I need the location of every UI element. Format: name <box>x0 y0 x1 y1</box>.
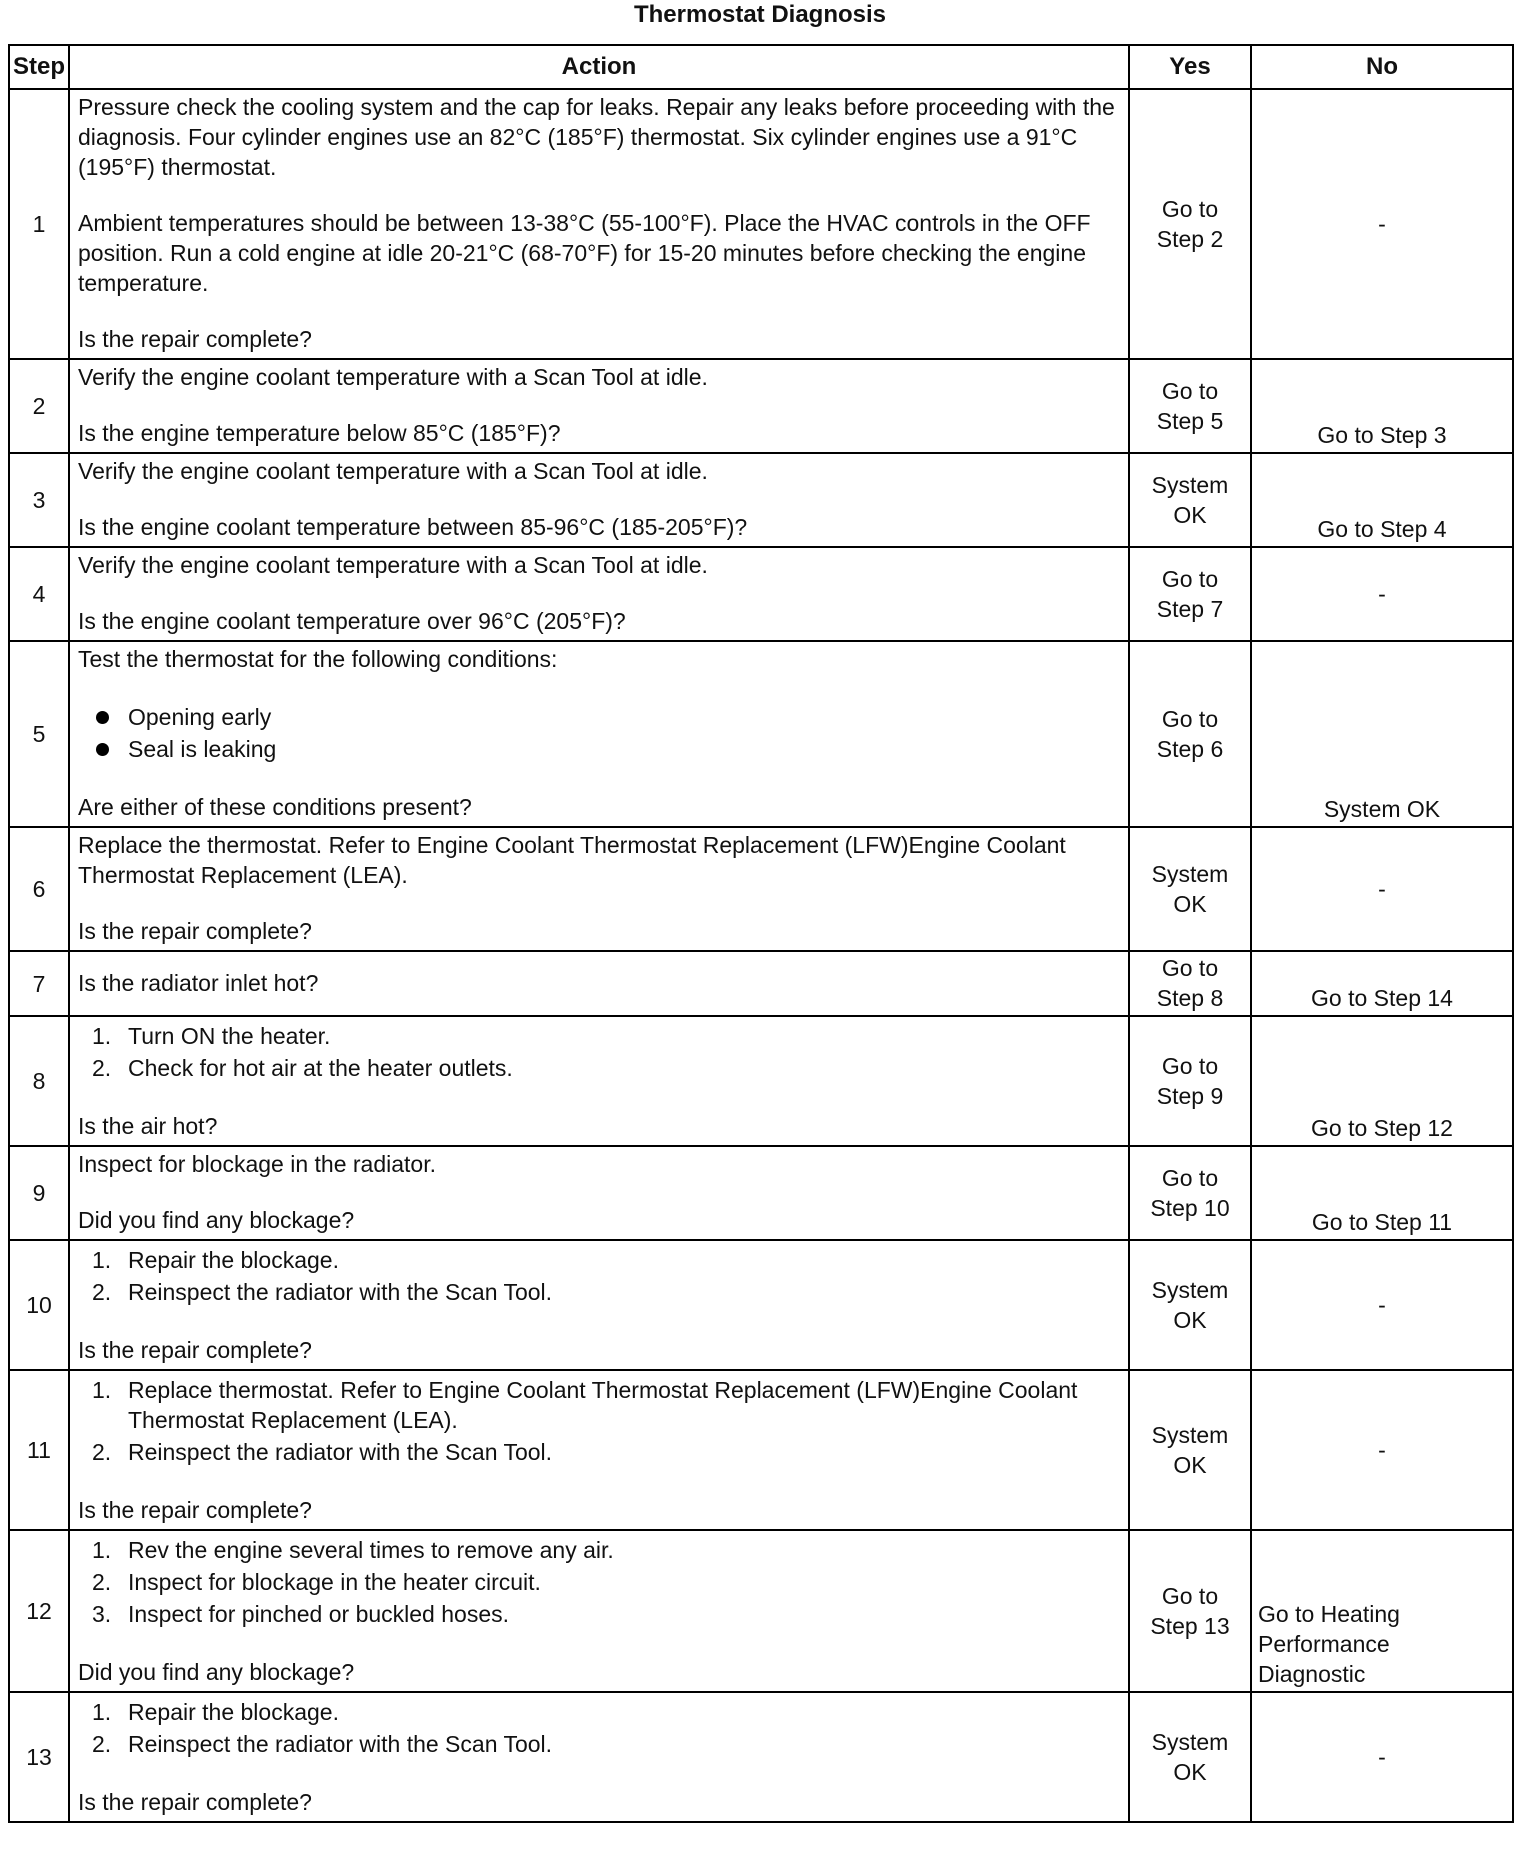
header-step: Step <box>9 45 69 89</box>
action-paragraph: Replace the thermostat. Refer to Engine Coolant Thermostat Replacement (LFW)Engine Coolant Thermostat Replacement (LEA). <box>78 832 1066 888</box>
table-row <box>9 1146 1513 1240</box>
procedure-number: 2. <box>92 1279 112 1305</box>
step-number: 3 <box>9 453 69 547</box>
procedure-number: 1. <box>92 1699 112 1725</box>
step-number: 4 <box>9 547 69 641</box>
no-cell <box>1251 951 1513 1016</box>
yes-result: Go to Step 8 <box>1156 955 1224 1011</box>
paragraph-gap <box>78 1761 1120 1787</box>
paragraph-gap <box>78 486 1120 512</box>
step-number: 5 <box>9 641 69 827</box>
yes-cell <box>1129 641 1251 827</box>
action-cell <box>69 827 1129 951</box>
procedure-list <box>78 1245 1120 1307</box>
no-result: - <box>1378 581 1386 607</box>
action-cell <box>69 641 1129 827</box>
yes-result: System OK <box>1151 1276 1229 1333</box>
no-result: - <box>1378 211 1386 237</box>
procedure-number: 3. <box>92 1601 112 1627</box>
procedure-number: 2. <box>92 1055 112 1081</box>
table-row <box>9 1016 1513 1146</box>
procedure-item <box>92 1021 1120 1051</box>
procedure-text: Reinspect the radiator with the Scan Tool. <box>128 1279 553 1305</box>
no-result: Go to Step 4 <box>1317 516 1447 542</box>
procedure-list <box>78 1535 1120 1629</box>
step-number: 12 <box>9 1530 69 1692</box>
table-row <box>9 1370 1513 1530</box>
table-row <box>9 89 1513 359</box>
question-text: Is the repair complete? <box>78 1337 312 1363</box>
no-cell <box>1251 1146 1513 1240</box>
no-result: - <box>1378 1437 1386 1463</box>
question-text: Is the repair complete? <box>78 1497 312 1523</box>
yes-cell <box>1129 1370 1251 1530</box>
question-text: Is the air hot? <box>78 1113 218 1139</box>
yes-cell <box>1129 827 1251 951</box>
action-cell <box>69 453 1129 547</box>
paragraph-gap <box>78 766 1120 792</box>
paragraph-gap <box>78 1469 1120 1495</box>
paragraph-gap <box>78 1631 1120 1657</box>
step-number: 7 <box>9 951 69 1016</box>
yes-cell <box>1129 1146 1251 1240</box>
no-cell <box>1251 547 1513 641</box>
action-cell <box>69 1530 1129 1692</box>
action-cell <box>69 951 1129 1016</box>
table-row <box>9 359 1513 453</box>
action-paragraph: Pressure check the cooling system and the cap for leaks. Repair any leaks before proceeding with the diagnosis. Four cylinder engines use an 82°C (185°F) thermostat. Six cylinder engines use a 91°C (195°F) thermostat. <box>78 94 1115 180</box>
question-text: Is the engine temperature below 85°C (185°F)? <box>78 420 561 446</box>
step-number: 13 <box>9 1692 69 1822</box>
table-row <box>9 1530 1513 1692</box>
no-result: Go to Heating Performance Diagnostic <box>1258 1601 1400 1687</box>
procedure-item <box>92 1535 1120 1565</box>
yes-cell <box>1129 951 1251 1016</box>
paragraph-gap <box>78 182 1120 208</box>
no-cell <box>1251 827 1513 951</box>
question-text: Is the engine coolant temperature between 85-96°C (185-205°F)? <box>78 514 748 540</box>
header-action: Action <box>69 45 1129 89</box>
no-result: Go to Step 12 <box>1311 1115 1453 1141</box>
no-result: System OK <box>1323 796 1441 822</box>
action-paragraph: Verify the engine coolant temperature with a Scan Tool at idle. <box>78 364 708 390</box>
step-number: 10 <box>9 1240 69 1370</box>
action-paragraph: Test the thermostat for the following conditions: <box>78 646 558 672</box>
condition-list <box>78 702 1120 764</box>
procedure-number: 1. <box>92 1377 112 1403</box>
bullet-icon <box>96 743 109 756</box>
bullet-icon <box>96 711 109 724</box>
procedure-number: 1. <box>92 1247 112 1273</box>
procedure-number: 2. <box>92 1439 112 1465</box>
procedure-text: Turn ON the heater. <box>128 1023 331 1049</box>
yes-cell <box>1129 1692 1251 1822</box>
action-cell <box>69 359 1129 453</box>
action-cell <box>69 1146 1129 1240</box>
no-result: Go to Step 14 <box>1311 985 1453 1011</box>
procedure-number: 1. <box>92 1023 112 1049</box>
yes-result: System OK <box>1151 1421 1229 1478</box>
yes-result: Go to Step 2 <box>1156 195 1224 252</box>
yes-result: System OK <box>1151 1728 1229 1785</box>
procedure-item <box>92 1277 1120 1307</box>
procedure-text: Check for hot air at the heater outlets. <box>128 1055 513 1081</box>
procedure-item <box>92 1375 1120 1435</box>
procedure-item <box>92 1437 1120 1467</box>
procedure-item <box>92 1697 1120 1727</box>
table-header-row <box>9 45 1513 89</box>
step-number: 11 <box>9 1370 69 1530</box>
procedure-number: 2. <box>92 1569 112 1595</box>
question-text: Is the repair complete? <box>78 918 312 944</box>
action-paragraph: Ambient temperatures should be between 13-38°C (55-100°F). Place the HVAC controls in the OFF position. Run a cold engine at idle 20-21°C (68-70°F) for 15-20 minutes before checking the engine temperature. <box>78 210 1091 296</box>
action-cell <box>69 1016 1129 1146</box>
paragraph-gap <box>78 392 1120 418</box>
step-number: 1 <box>9 89 69 359</box>
diagnosis-table <box>8 44 1514 1823</box>
no-cell <box>1251 1692 1513 1822</box>
table-row <box>9 827 1513 951</box>
paragraph-gap <box>78 1309 1120 1335</box>
procedure-number: 1. <box>92 1537 112 1563</box>
yes-cell <box>1129 359 1251 453</box>
question-text: Did you find any blockage? <box>78 1207 355 1233</box>
table-row <box>9 1692 1513 1822</box>
paragraph-gap <box>78 890 1120 916</box>
action-cell <box>69 89 1129 359</box>
table-row <box>9 951 1513 1016</box>
yes-result: Go to Step 10 <box>1150 1164 1230 1221</box>
paragraph-gap <box>78 298 1120 324</box>
no-cell <box>1251 641 1513 827</box>
yes-cell <box>1129 89 1251 359</box>
no-cell <box>1251 359 1513 453</box>
action-cell <box>69 1370 1129 1530</box>
header-no: No <box>1251 45 1513 89</box>
step-number: 6 <box>9 827 69 951</box>
procedure-item <box>92 1729 1120 1759</box>
condition-item <box>96 702 1120 732</box>
procedure-text: Repair the blockage. <box>128 1699 339 1725</box>
yes-result: Go to Step 7 <box>1156 565 1224 622</box>
table-row <box>9 453 1513 547</box>
condition-item <box>96 734 1120 764</box>
yes-cell <box>1129 1240 1251 1370</box>
paragraph-gap <box>78 580 1120 606</box>
paragraph-gap <box>78 1085 1120 1111</box>
yes-cell <box>1129 547 1251 641</box>
procedure-text: Repair the blockage. <box>128 1247 339 1273</box>
condition-text: Opening early <box>128 704 272 730</box>
question-text: Did you find any blockage? <box>78 1659 355 1685</box>
paragraph-gap <box>78 674 1120 700</box>
no-cell <box>1251 89 1513 359</box>
table-row <box>9 1240 1513 1370</box>
no-result: - <box>1378 1744 1386 1770</box>
yes-cell <box>1129 1016 1251 1146</box>
action-paragraph: Inspect for blockage in the radiator. <box>78 1151 436 1177</box>
action-cell <box>69 1692 1129 1822</box>
procedure-list <box>78 1697 1120 1759</box>
no-result: Go to Step 11 <box>1311 1209 1453 1235</box>
no-cell <box>1251 1530 1513 1692</box>
procedure-item <box>92 1599 1120 1629</box>
procedure-item <box>92 1567 1120 1597</box>
action-cell <box>69 1240 1129 1370</box>
procedure-text: Inspect for blockage in the heater circuit. <box>128 1569 541 1595</box>
yes-cell <box>1129 1530 1251 1692</box>
condition-text: Seal is leaking <box>128 736 277 762</box>
step-number: 8 <box>9 1016 69 1146</box>
procedure-text: Reinspect the radiator with the Scan Tool. <box>128 1731 553 1757</box>
procedure-text: Inspect for pinched or buckled hoses. <box>128 1601 510 1627</box>
yes-result: Go to Step 13 <box>1150 1582 1230 1639</box>
yes-cell <box>1129 453 1251 547</box>
question-text: Is the repair complete? <box>78 1789 312 1815</box>
no-result: Go to Step 3 <box>1317 422 1447 448</box>
no-cell <box>1251 453 1513 547</box>
action-cell <box>69 547 1129 641</box>
procedure-list <box>78 1021 1120 1083</box>
action-paragraph: Is the radiator inlet hot? <box>78 969 319 996</box>
paragraph-gap <box>78 1179 1120 1205</box>
procedure-text: Rev the engine several times to remove any air. <box>128 1537 614 1563</box>
yes-result: Go to Step 5 <box>1156 377 1224 434</box>
procedure-number: 2. <box>92 1731 112 1757</box>
question-text: Is the engine coolant temperature over 96°C (205°F)? <box>78 608 626 634</box>
no-result: - <box>1378 1292 1386 1318</box>
no-result: - <box>1378 876 1386 902</box>
yes-result: System OK <box>1151 860 1229 917</box>
step-number: 2 <box>9 359 69 453</box>
no-cell <box>1251 1240 1513 1370</box>
yes-result: System OK <box>1151 471 1229 528</box>
procedure-item <box>92 1245 1120 1275</box>
table-row <box>9 547 1513 641</box>
procedure-list <box>78 1375 1120 1467</box>
procedure-text: Reinspect the radiator with the Scan Tool. <box>128 1439 553 1465</box>
action-paragraph: Verify the engine coolant temperature with a Scan Tool at idle. <box>78 458 708 484</box>
no-cell <box>1251 1016 1513 1146</box>
table-body <box>9 89 1513 1822</box>
action-paragraph: Verify the engine coolant temperature with a Scan Tool at idle. <box>78 552 708 578</box>
page-title: Thermostat Diagnosis <box>633 1 887 28</box>
procedure-text: Replace thermostat. Refer to Engine Coolant Thermostat Replacement (LFW)Engine Coolant Thermostat Replacement (LEA). <box>128 1377 1078 1433</box>
question-text: Are either of these conditions present? <box>78 794 472 820</box>
yes-result: Go to Step 9 <box>1156 1052 1224 1109</box>
no-cell <box>1251 1370 1513 1530</box>
header-yes: Yes <box>1129 45 1251 89</box>
question-text: Is the repair complete? <box>78 326 312 352</box>
step-number: 9 <box>9 1146 69 1240</box>
yes-result: Go to Step 6 <box>1156 705 1224 762</box>
procedure-item <box>92 1053 1120 1083</box>
table-row <box>9 641 1513 827</box>
